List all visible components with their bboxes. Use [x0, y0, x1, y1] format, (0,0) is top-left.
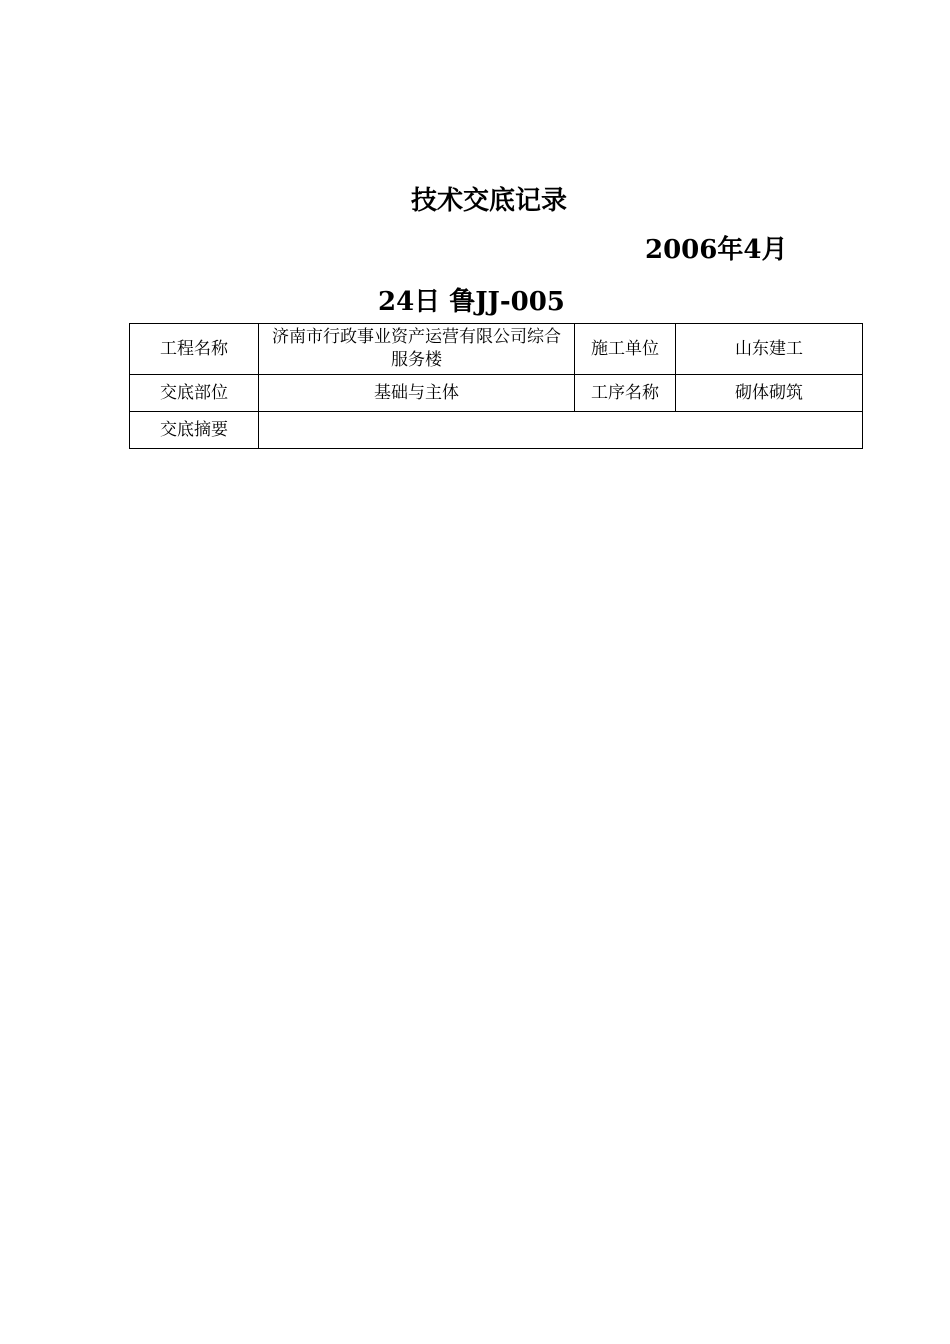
disclosure-part-value: 基础与主体 [259, 375, 575, 412]
construction-unit-label: 施工单位 [575, 324, 676, 375]
table-row [130, 324, 863, 375]
disclosure-summary-label: 交底摘要 [130, 412, 259, 449]
document-title: 技术交底记录 [410, 186, 567, 216]
disclosure-summary-value [259, 412, 863, 449]
date-line-2-with-code: 24日 鲁JJ-005 [378, 287, 565, 317]
project-name-label: 工程名称 [130, 324, 259, 375]
table-row [130, 412, 863, 449]
disclosure-record-table [129, 323, 863, 449]
construction-unit-value: 山东建工 [676, 324, 863, 375]
table-row [130, 375, 863, 412]
process-name-value: 砌体砌筑 [676, 375, 863, 412]
disclosure-part-label: 交底部位 [130, 375, 259, 412]
date-line-1: 2006年4月 [645, 235, 788, 265]
project-name-value: 济南市行政事业资产运营有限公司综合服务楼 [259, 324, 575, 375]
process-name-label: 工序名称 [575, 375, 676, 412]
